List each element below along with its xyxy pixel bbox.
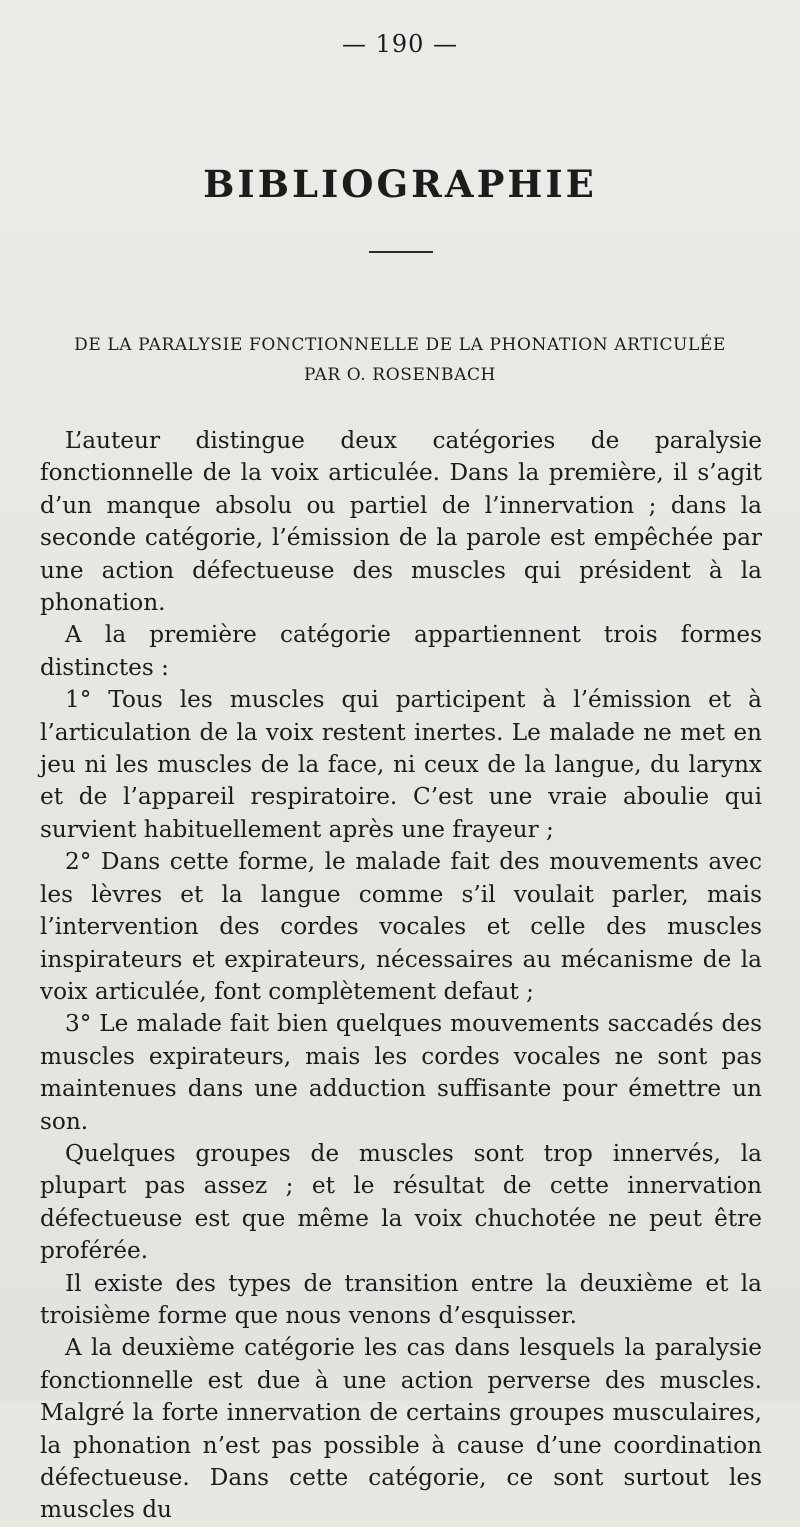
paragraph: 2° Dans cette forme, le malade fait des mouvements avec les lèvres et la langue comme s’il voulait parler, mais l’intervention des cordes vocales et celle des muscles inspirateurs et expirateurs, nécessaires au mécanisme de la voix articulée, font complètement defaut ; xyxy=(40,848,762,1005)
section-heading: BIBLIOGRAPHIE xyxy=(203,162,597,206)
paragraph: Quelques groupes de muscles sont trop innervés, la plupart pas assez ; et le résultat de cette innervation défectueuse est que même la voix chuchotée ne peut être proférée. xyxy=(40,1139,762,1265)
heading-divider xyxy=(369,251,433,253)
article-author-line: PAR O. ROSENBACH xyxy=(304,365,496,385)
paragraph: A la première catégorie appartiennent trois formes distinctes : xyxy=(40,621,762,681)
article-title xyxy=(38,330,762,390)
paragraph: 3° Le malade fait bien quelques mouvements saccadés des muscles expirateurs, mais les cordes vocales ne sont pas maintenues dans une adduction suffisante pour émettre un son. xyxy=(40,1010,762,1135)
paragraph: 1° Tous les muscles qui participent à l’émission et à l’articulation de la voix restent inertes. Le malade ne met en jeu ni les muscles de la face, ni ceux de la langue, du larynx et de l’appareil respiratoire. C’est une vraie aboulie qui survient habituellement après une frayeur ; xyxy=(40,686,762,843)
paragraph: Il existe des types de transition entre la deuxième et la troisième forme que nous venons d’esquisser. xyxy=(40,1269,762,1329)
page-number: — 190 — xyxy=(341,30,459,58)
article-title-line: DE LA PARALYSIE FONCTIONNELLE DE LA PHONATION ARTICULÉE xyxy=(74,335,726,355)
article-body xyxy=(40,425,762,1527)
paragraph: L’auteur distingue deux catégories de paralysie fonctionnelle de la voix articulée. Dans la première, il s’agit d’un manque absolu ou partiel de l’innervation ; dans la seconde catégorie, l’émission de la parole est empêchée par une action défectueuse des muscles qui président à la phonation. xyxy=(40,427,762,617)
paragraph: A la deuxième catégorie les cas dans lesquels la paralysie fonctionnelle est due à une action perverse des muscles. Malgré la forte innervation de certains groupes musculaires, la phonation n’est pas possible à cause d’une coordination défectueuse. Dans cette catégorie, ce sont surtout les muscles du xyxy=(40,1334,762,1524)
